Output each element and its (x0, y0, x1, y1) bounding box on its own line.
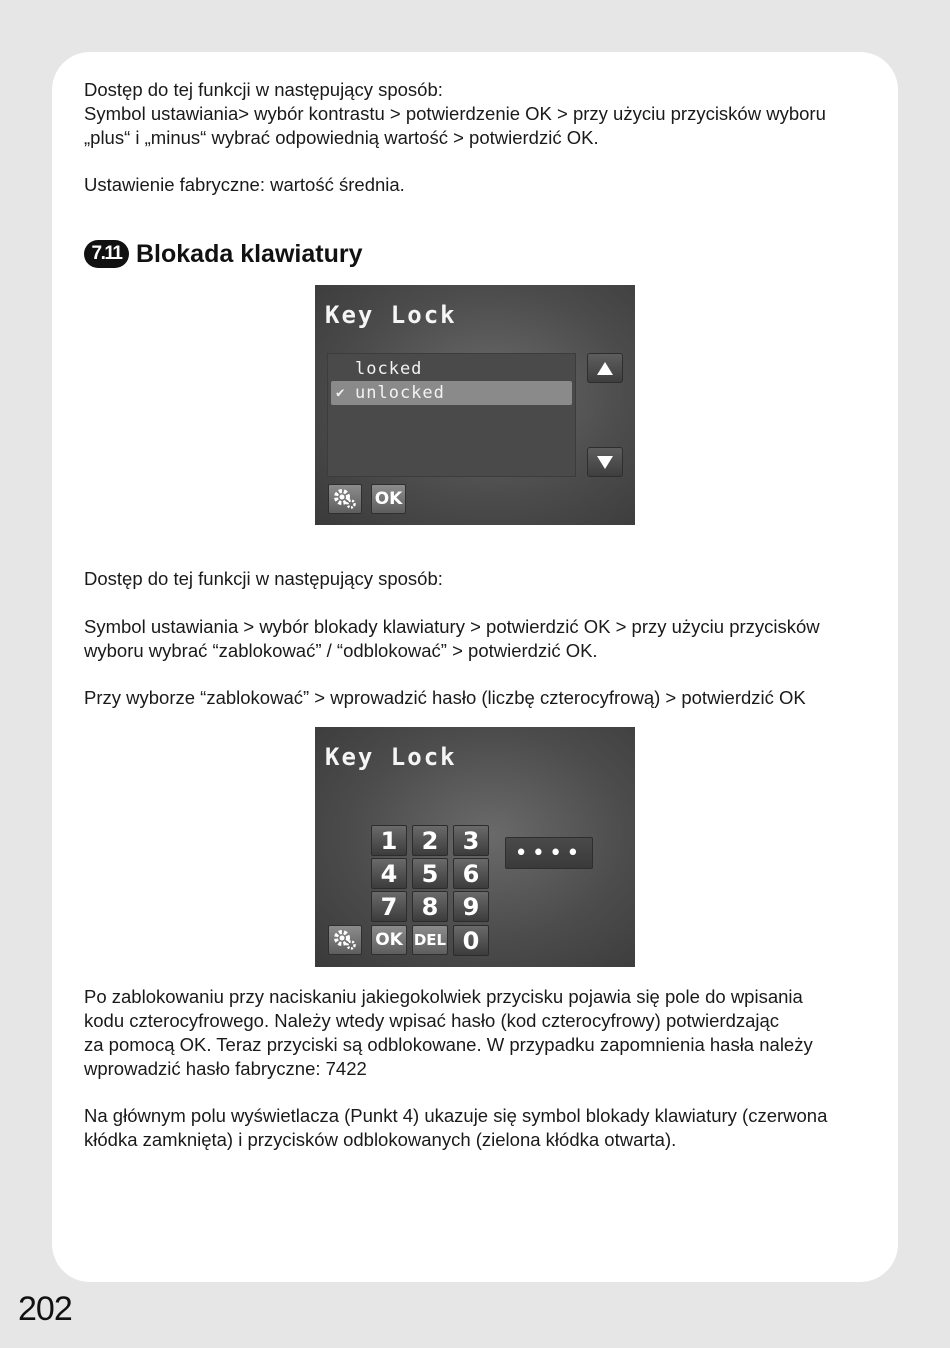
keylock-steps: Symbol ustawiania > wybór blokady klawiatury > potwierdzić OK > przy użyciu przycisków wyboru wybrać “zablokować” / “odblokować” > potwierdzić OK. (84, 616, 820, 661)
settings-button[interactable] (328, 925, 362, 955)
key-5[interactable]: 5 (412, 858, 448, 889)
keylock-select-screen (315, 285, 635, 525)
pin-input[interactable]: •••• (505, 837, 593, 869)
key-0[interactable]: 0 (453, 925, 489, 956)
scroll-up-button[interactable] (587, 353, 623, 383)
key-1[interactable]: 1 (371, 825, 407, 856)
section-title: Blokada klawiatury (136, 239, 363, 268)
keylock-access-intro: Dostęp do tej funkcji w następujący sposób: (84, 568, 443, 589)
keylock-pin-screen (315, 727, 635, 967)
key-2[interactable]: 2 (412, 825, 448, 856)
key-3[interactable]: 3 (453, 825, 489, 856)
lock-options-list (327, 353, 576, 477)
contrast-factory-setting: Ustawienie fabryczne: wartość średnia. (84, 174, 405, 195)
screen-title: Key Lock (325, 301, 457, 329)
option-label: locked (355, 359, 423, 379)
page-card (52, 52, 898, 1282)
ok-button[interactable]: OK (371, 484, 406, 514)
ok-button[interactable]: OK (371, 925, 407, 955)
scroll-down-button[interactable] (587, 447, 623, 477)
screen-title: Key Lock (325, 743, 457, 771)
unlock-info: Po zablokowaniu przy naciskaniu jakiegokolwiek przycisku pojawia się pole do wpisania kodu czterocyfrowego. Należy wtedy wpisać hasło (kod czterocyfrowy) potwierdzając za pomocą OK. Teraz przyciski są odblokowane. W przypadku zapomnienia hasła należy wprowadzić hasło fabryczne: 7422 (84, 986, 813, 1079)
settings-button[interactable] (328, 484, 362, 514)
option-label: unlocked (355, 383, 445, 403)
key-9[interactable]: 9 (453, 891, 489, 922)
list-item-locked[interactable] (331, 357, 572, 381)
check-icon: ✔ (336, 385, 346, 401)
delete-button[interactable]: DEL (412, 925, 448, 955)
up-arrow-icon (597, 362, 613, 375)
list-item-unlocked[interactable] (331, 381, 572, 405)
gear-icon (333, 488, 357, 510)
gear-icon (333, 929, 357, 951)
down-arrow-icon (597, 456, 613, 469)
page-number: 202 (18, 1290, 72, 1328)
section-heading (84, 238, 362, 270)
keylock-lock-note: Przy wyborze “zablokować” > wprowadzić hasło (liczbę czterocyfrową) > potwierdzić OK (84, 687, 806, 708)
display-info: Na głównym polu wyświetlacza (Punkt 4) ukazuje się symbol blokady klawiatury (czerwona kłódka zamknięta) i przycisków odblokowanych (zielona kłódka otwarta). (84, 1105, 828, 1150)
section-number-badge: 7.11 (84, 240, 129, 268)
key-6[interactable]: 6 (453, 858, 489, 889)
key-7[interactable]: 7 (371, 891, 407, 922)
contrast-steps: Symbol ustawiania> wybór kontrastu > potwierdzenie OK > przy użyciu przycisków wyboru „plus“ i „minus“ wybrać odpowiednią wartość > potwierdzić OK. (84, 103, 826, 148)
contrast-access-intro: Dostęp do tej funkcji w następujący sposób: (84, 79, 443, 100)
key-8[interactable]: 8 (412, 891, 448, 922)
key-4[interactable]: 4 (371, 858, 407, 889)
